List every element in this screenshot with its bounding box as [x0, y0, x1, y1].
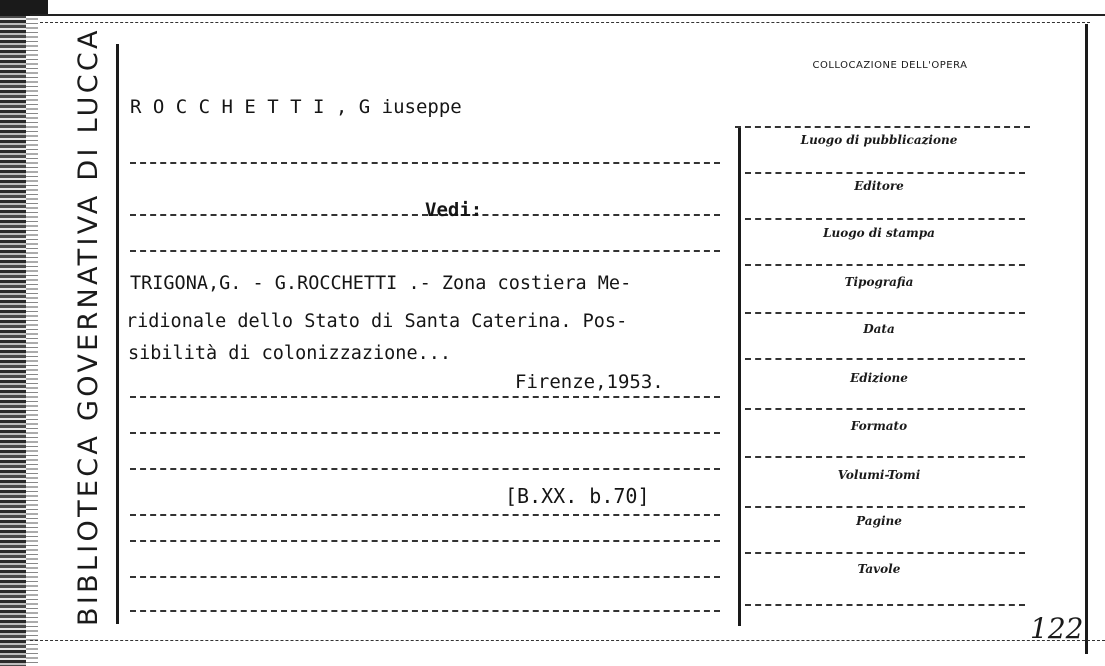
- field-rule: [745, 172, 1025, 174]
- see-label: Vedi:: [425, 199, 483, 221]
- field-editore: Editore: [854, 179, 904, 193]
- card-right-border: [1085, 24, 1088, 654]
- field-tipografia: Tipografia: [844, 275, 914, 289]
- field-volumi-tomi: Volumi-Tomi: [837, 468, 921, 482]
- card-top-border: [30, 14, 1105, 16]
- rule-6: [130, 468, 720, 470]
- field-rule: [745, 506, 1025, 508]
- rule-4: [130, 396, 720, 398]
- field-rule: [745, 604, 1025, 606]
- card-bottom-border: [30, 640, 1105, 641]
- reference-line-1: TRIGONA,G. - G.ROCCHETTI .- Zona costiera Me-: [130, 273, 632, 294]
- field-pagine: Pagine: [856, 514, 902, 528]
- rule-3: [130, 250, 720, 252]
- card-left-margin-line: [116, 44, 119, 624]
- collocation-divider: [738, 126, 741, 626]
- rule-10: [130, 610, 720, 612]
- field-luogo-stampa: Luogo di stampa: [823, 226, 935, 240]
- field-rule: [745, 552, 1025, 554]
- scan-left-edge-noise: [26, 18, 38, 666]
- field-edizione: Edizione: [850, 371, 908, 385]
- rule-8: [130, 540, 720, 542]
- collocation-header: COLLOCAZIONE DELL'OPERA: [812, 60, 968, 71]
- rule-7: [130, 514, 720, 516]
- field-luogo-pubblicazione: Luogo di pubblicazione: [800, 133, 958, 147]
- rule-9: [130, 576, 720, 578]
- card-top-border-dash: [40, 22, 1090, 23]
- rule-1: [130, 162, 720, 164]
- field-rule: [745, 358, 1025, 360]
- field-rule: [745, 312, 1025, 314]
- field-rule: [745, 264, 1025, 266]
- scan-left-edge: [0, 0, 26, 666]
- reference-line-2: ridionale dello Stato di Santa Caterina. Pos-: [126, 311, 628, 332]
- collocation-top-line: [735, 126, 1030, 128]
- handwritten-number: 122: [1030, 612, 1084, 645]
- shelfmark: [B.XX. b.70]: [505, 484, 650, 508]
- field-rule: [745, 408, 1025, 410]
- rule-5: [130, 432, 720, 434]
- field-data: Data: [863, 322, 895, 336]
- field-tavole: Tavole: [857, 562, 901, 576]
- author-heading: R O C C H E T T I , G iuseppe: [130, 96, 462, 118]
- field-rule: [745, 456, 1025, 458]
- place-year: Firenze,1953.: [515, 371, 664, 393]
- field-formato: Formato: [850, 419, 908, 433]
- library-name: BIBLIOTECA GOVERNATIVA DI LUCCA: [73, 27, 104, 626]
- field-rule: [745, 218, 1025, 220]
- reference-line-3: sibilità di colonizzazione...: [128, 343, 452, 364]
